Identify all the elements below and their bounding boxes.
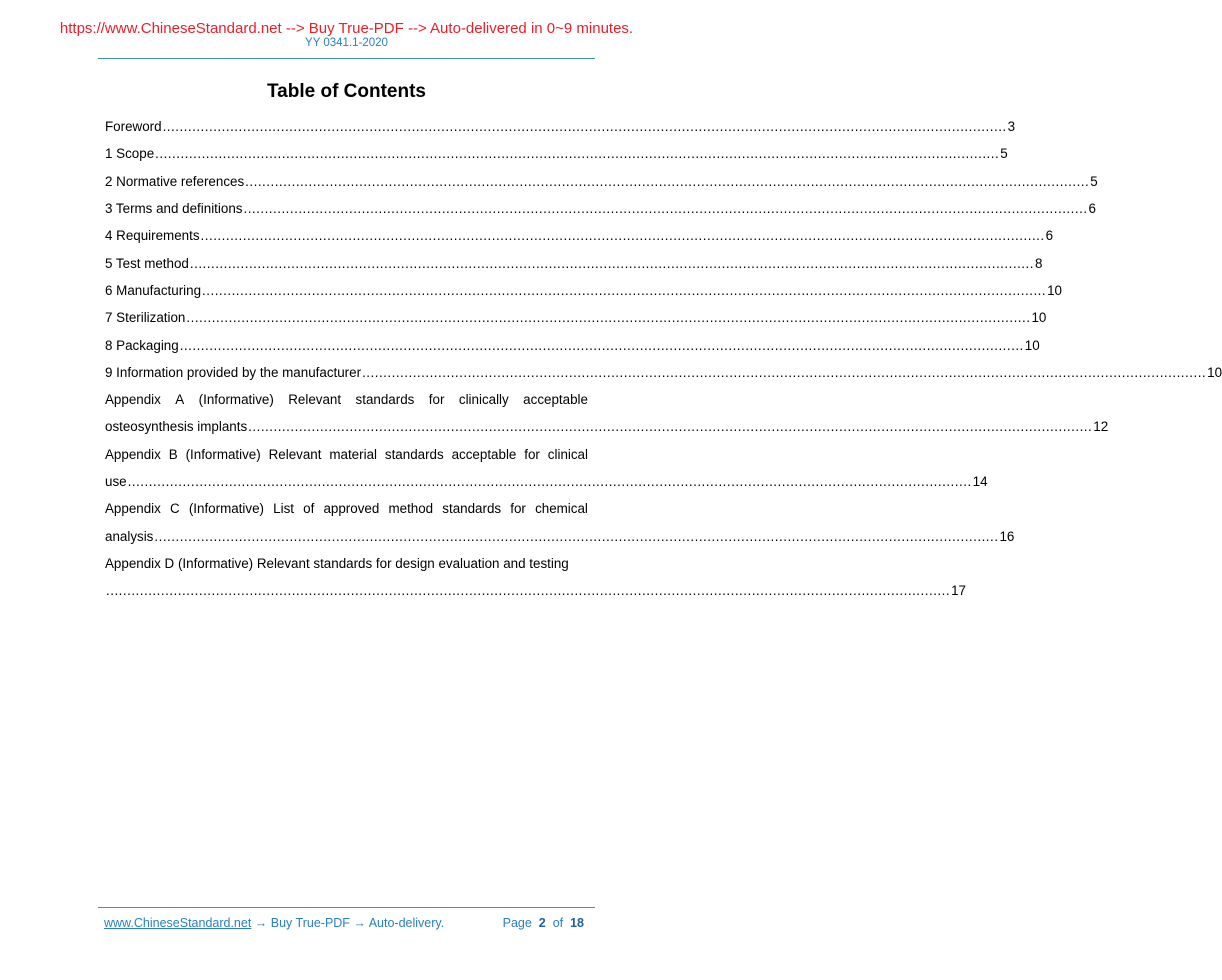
toc-entry-word: approved — [323, 501, 380, 517]
toc-entry-page: 14 — [972, 474, 988, 489]
toc-entry[interactable] — [105, 113, 1016, 140]
toc-entry-page: 8 — [1034, 255, 1043, 271]
toc-entry-page: 10 — [1207, 364, 1222, 380]
table-of-contents — [105, 113, 1222, 604]
toc-entry-appendix-d[interactable] — [105, 550, 588, 577]
toc-entry[interactable] — [105, 304, 1047, 331]
footer-promo — [104, 916, 444, 930]
toc-leader-dots: ........................................................................................................................................................................................................ — [154, 528, 999, 544]
toc-entry-title: 3 Terms and definitions — [105, 201, 243, 217]
toc-entry-title: Foreword — [105, 119, 162, 135]
page-indicator — [503, 916, 584, 930]
toc-entry-word: for — [510, 501, 526, 517]
toc-entry-title: analysis — [105, 528, 154, 544]
toc-entry-word: Appendix — [105, 446, 161, 462]
toc-leader-dots: ........................................................................................................................................................................................................ — [200, 228, 1045, 244]
toc-entry-word: method — [388, 501, 434, 517]
toc-entry-title: 2 Normative references — [105, 173, 245, 189]
standard-code: YY 0341.1-2020 — [305, 37, 388, 49]
toc-leader-dots: ........................................................................................................................................................................................................ — [248, 419, 1093, 435]
toc-entry-appendix-c-cont[interactable] — [105, 522, 1015, 549]
toc-entry-word: for — [524, 446, 540, 462]
toc-entry-appendix-b-cont[interactable] — [105, 468, 988, 495]
toc-entry-appendix-a[interactable] — [105, 386, 588, 413]
toc-entry-word: acceptable — [451, 446, 517, 462]
toc-entry-page: 10 — [1031, 310, 1047, 326]
toc-entry[interactable] — [105, 277, 1063, 304]
toc-entry[interactable] — [105, 249, 1043, 276]
toc-entry-word: Appendix — [105, 501, 161, 517]
toc-entry-title: 9 Information provided by the manufacturer — [105, 364, 362, 380]
toc-entry-word: (Informative) — [185, 446, 261, 462]
footer-divider — [98, 907, 595, 908]
toc-entry-title: use — [105, 474, 127, 489]
toc-entry-word: chemical — [535, 501, 588, 517]
toc-entry-page: 5 — [1090, 173, 1098, 189]
toc-entry[interactable] — [105, 359, 1222, 386]
toc-entry-word: standards — [442, 501, 502, 517]
website-link[interactable]: www.ChineseStandard.net — [104, 916, 252, 930]
toc-entry-list — [105, 113, 1222, 386]
toc-entry-page: 5 — [1000, 146, 1008, 162]
toc-entry-word: List — [273, 501, 294, 517]
toc-leader-dots: ........................................................................................................................................................................................................ — [179, 337, 1024, 353]
toc-entry-word: standards — [355, 392, 415, 408]
toc-entry-word: A — [175, 392, 185, 408]
toc-entry[interactable] — [105, 140, 1008, 167]
toc-entry-appendix-a-cont[interactable] — [105, 413, 1109, 440]
toc-entry-word: (Informative) — [188, 501, 264, 517]
toc-leader-dots: ........................................................................................................................................................................................................ — [106, 583, 951, 599]
toc-entry-title: 8 Packaging — [105, 337, 179, 353]
toc-leader-dots: ........................................................................................................................................................................................................ — [362, 364, 1207, 380]
toc-entry-word: B — [168, 446, 178, 462]
toc-entry-word: Relevant — [268, 446, 322, 462]
toc-leader-dots: ........................................................................................................................................................................................................ — [162, 119, 1007, 135]
toc-leader-dots: ........................................................................................................................................................................................................ — [202, 282, 1047, 298]
toc-leader-dots: ........................................................................................................................................................................................................ — [189, 255, 1034, 271]
toc-entry-word: Relevant — [288, 392, 342, 408]
toc-entry-page: 6 — [1045, 228, 1054, 244]
toc-entry-appendix-b[interactable] — [105, 441, 588, 468]
toc-entry-title: 1 Scope — [105, 146, 155, 162]
toc-entry[interactable] — [105, 222, 1054, 249]
toc-title: Table of Contents — [266, 81, 427, 102]
header-divider — [98, 58, 595, 59]
toc-entry-appendix-c[interactable] — [105, 495, 588, 522]
total-pages: 18 — [570, 916, 584, 930]
toc-entry-page: 10 — [1047, 282, 1063, 298]
toc-entry-page: 6 — [1088, 201, 1096, 217]
toc-entry[interactable] — [105, 331, 1040, 358]
toc-entry-title: 4 Requirements — [105, 228, 200, 244]
current-page-number: 2 — [538, 916, 546, 930]
toc-entry-page: 16 — [999, 528, 1015, 544]
toc-leader-dots: ........................................................................................................................................................................................................ — [155, 146, 1000, 162]
toc-entry-word: clinical — [547, 446, 588, 462]
page-label: Page — [502, 916, 532, 930]
toc-entry-page: 12 — [1093, 419, 1109, 435]
purchase-banner[interactable]: https://www.ChineseStandard.net --> Buy True-PDF --> Auto-delivered in 0~9 minutes. — [59, 20, 634, 37]
toc-entry-word: acceptable — [523, 392, 588, 408]
toc-entry-title: Appendix D (Informative) Relevant standards for design evaluation and testing — [105, 555, 569, 571]
toc-entry[interactable] — [105, 168, 1098, 195]
toc-entry-page: 17 — [951, 583, 966, 599]
toc-entry-page: 10 — [1024, 337, 1040, 353]
toc-entry-word: C — [170, 501, 180, 517]
toc-leader-dots: ........................................................................................................................................................................................................ — [243, 201, 1088, 217]
toc-entry-word: material — [329, 446, 377, 462]
of-label: of — [552, 916, 564, 930]
toc-entry-title: 6 Manufacturing — [105, 282, 202, 298]
toc-entry[interactable] — [105, 195, 1096, 222]
toc-entry-title: osteosynthesis implants — [105, 419, 248, 435]
toc-leader-dots: ........................................................................................................................................................................................................ — [186, 310, 1031, 326]
toc-leader-dots: ........................................................................................................................................................................................................ — [245, 173, 1090, 189]
toc-entry-title: 5 Test method — [105, 255, 189, 271]
toc-entry-word: for — [428, 392, 445, 408]
footer-tagline: → Buy True-PDF → Auto-delivery. — [251, 916, 445, 930]
toc-entry-appendix-d-cont[interactable] — [105, 577, 966, 604]
toc-entry-word: Appendix — [105, 392, 161, 408]
toc-entry-word: of — [303, 501, 315, 517]
toc-entry-word: (Informative) — [198, 392, 274, 408]
toc-entry-page: 3 — [1007, 119, 1016, 135]
toc-leader-dots: ........................................................................................................................................................................................................ — [127, 474, 972, 489]
toc-entry-word: clinically — [458, 392, 509, 408]
toc-entry-title: 7 Sterilization — [105, 310, 186, 326]
toc-entry-word: standards — [384, 446, 444, 462]
